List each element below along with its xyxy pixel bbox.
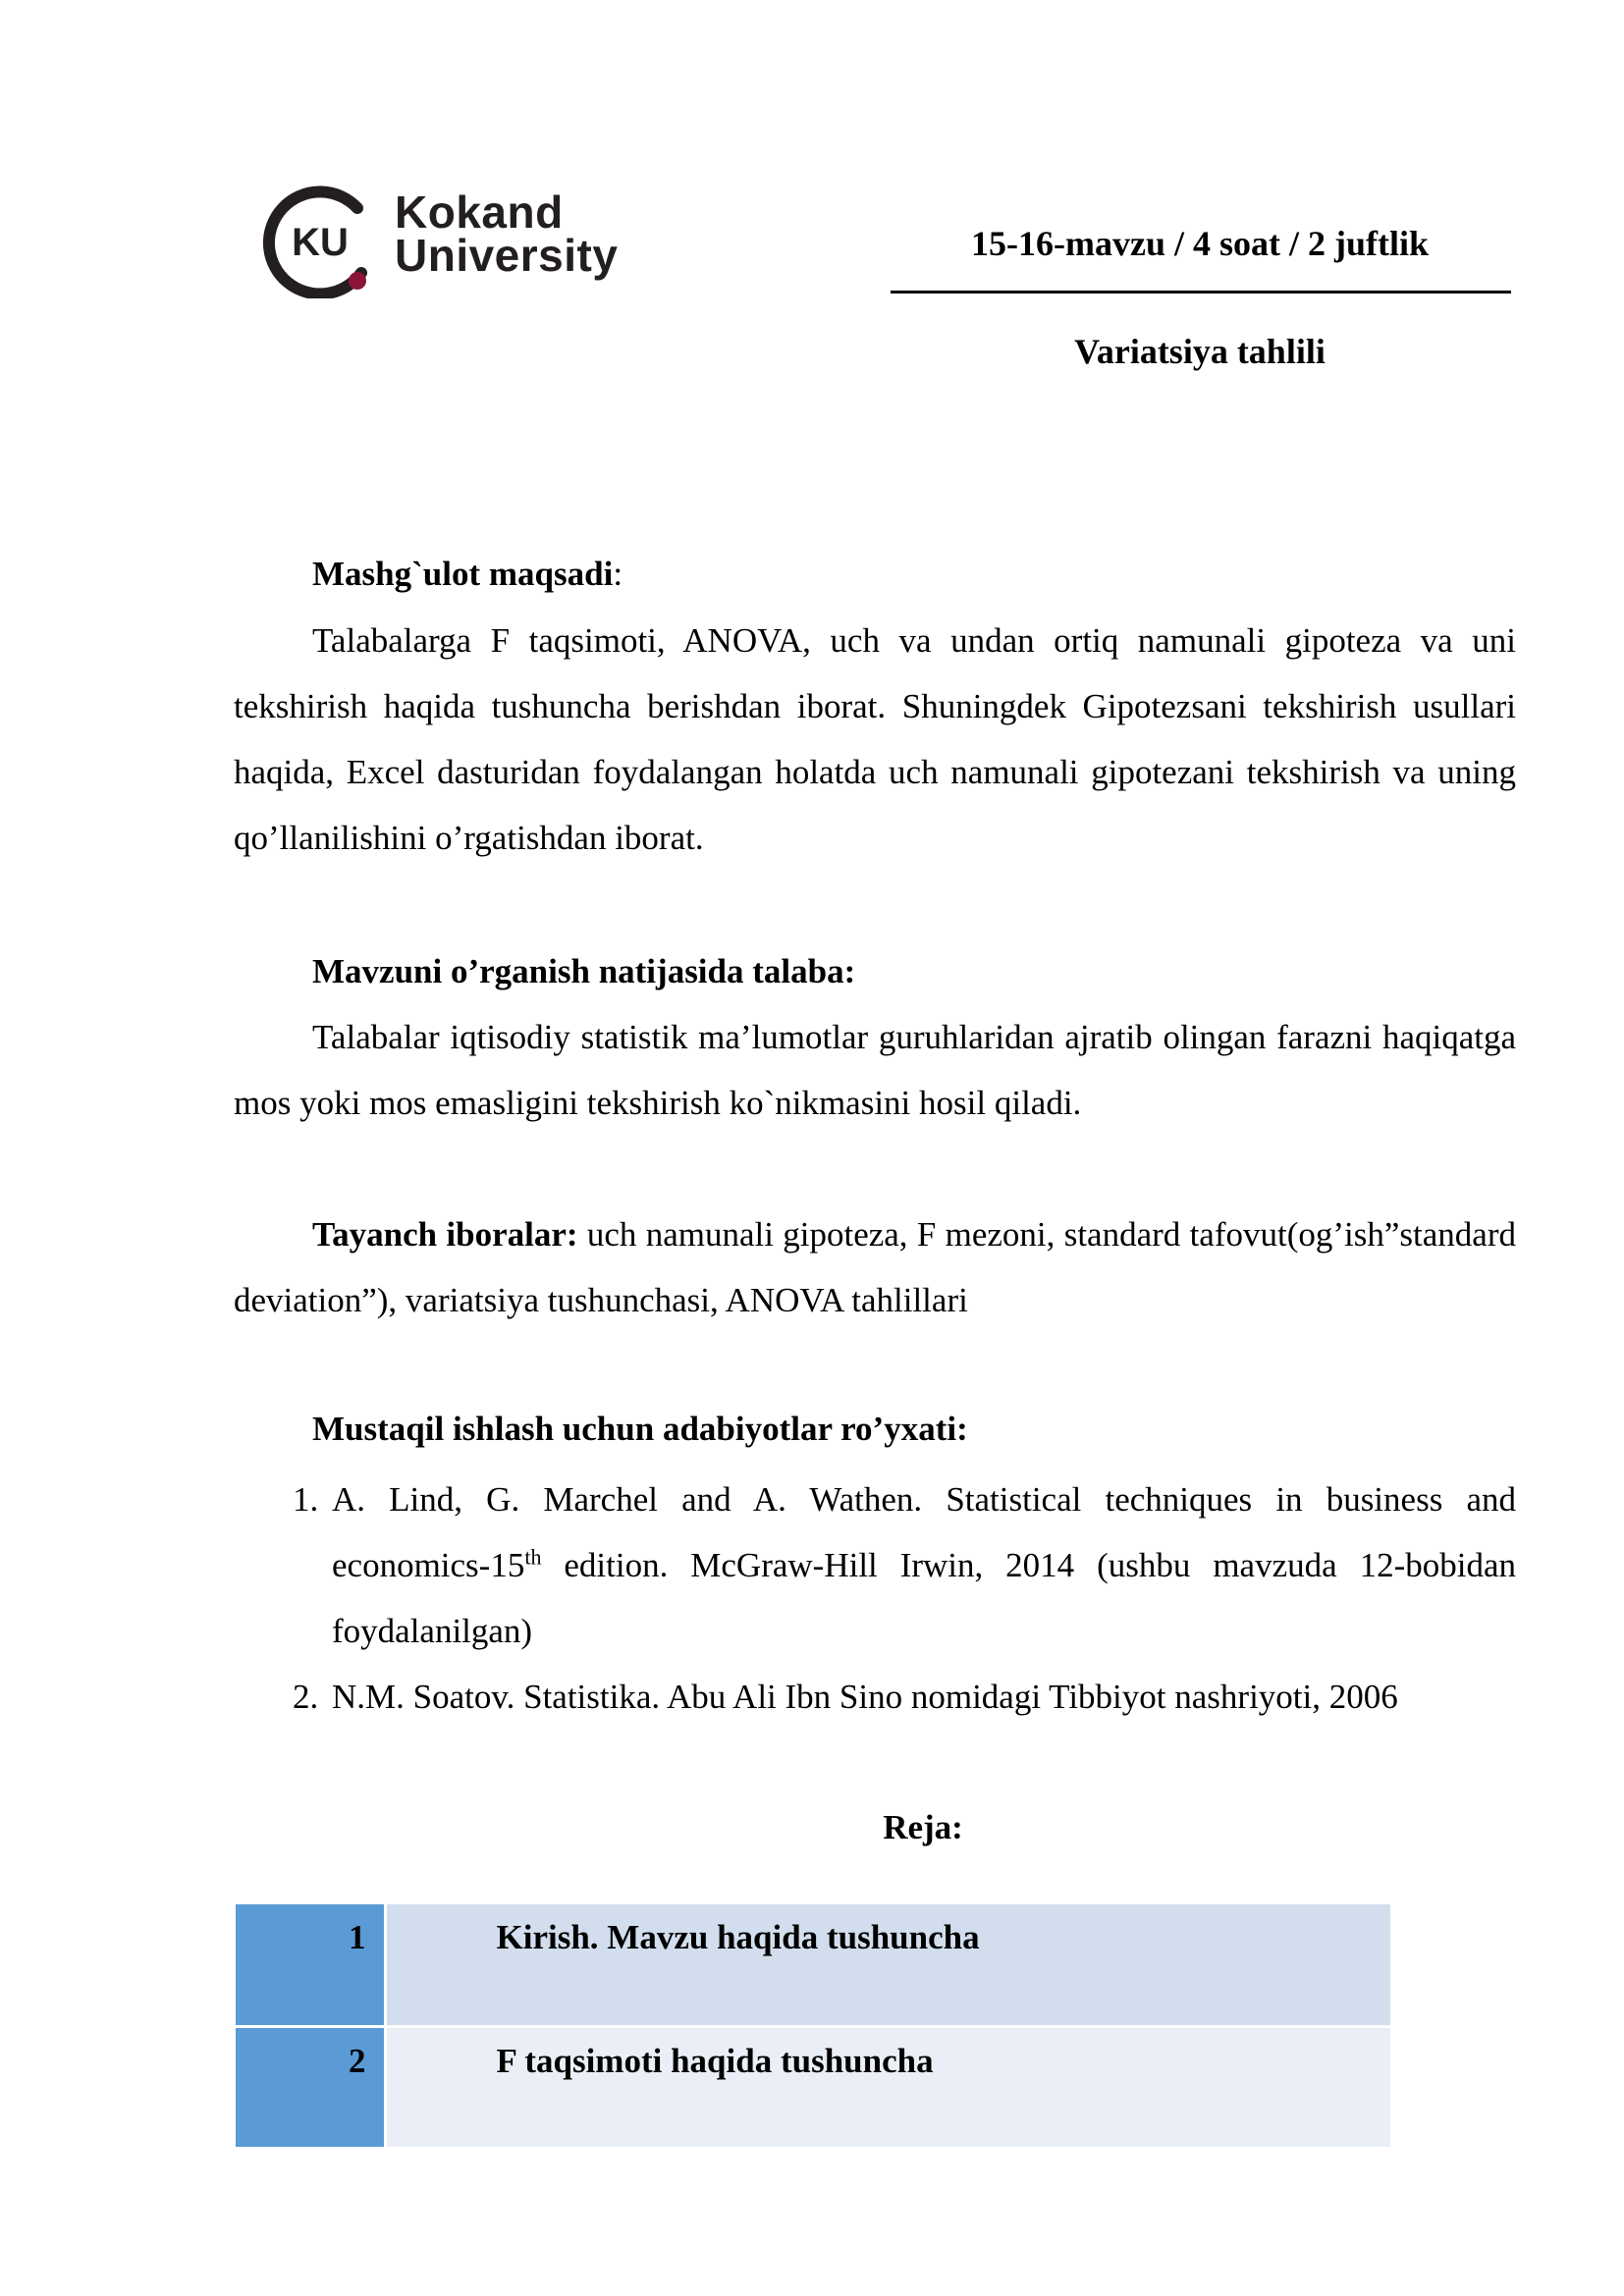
literature-list (234, 1467, 1516, 1730)
outcome-paragraph: Talabalar iqtisodiy statistik ma’lumotlar guruhlaridan ajratib olingan farazni haqiqatga mos yoki mos emasligini tekshirish ko`nikmasini hosil qiladi. (234, 1018, 1516, 1122)
logo-line-1: Kokand (395, 187, 564, 238)
literature-item (234, 1467, 1516, 1664)
literature-item-number: 1. (293, 1480, 319, 1519)
logo-wordmark (395, 187, 619, 281)
literature-heading: Mustaqil ishlash uchun adabiyotlar ro’yxati: (312, 1410, 968, 1448)
literature-item-number: 2. (293, 1678, 319, 1716)
document-title: Variatsiya tahlili (1074, 332, 1326, 371)
literature-item-text (332, 1480, 1516, 1650)
outcome-heading: Mavzuni o’rganish natijasida talaba: (312, 952, 856, 990)
logo-line-2: University (395, 230, 619, 281)
literature-item-text-rest: edition. McGraw-Hill Irwin, 2014 (ushbu mavzuda 12-bobidan foydalanilgan) (332, 1546, 1516, 1650)
topic-header: 15-16-mavzu / 4 soat / 2 juftlik (971, 224, 1429, 263)
goal-paragraph: Talabalarga F taqsimoti, ANOVA, uch va undan ortiq namunali gipoteza va uni tekshirish haqida tushuncha berishdan iborat. Shuningdek Gipotezsani tekshirish usullari haqida, Excel dasturidan foydalangan holatda uch namunali gipotezani tekshirish va uning qo’llanilishini o’rgatishdan iborat. (234, 621, 1516, 857)
plan-title: Reja: (883, 1808, 963, 1846)
goal-heading-text: Mashg`ulot maqsadi (312, 555, 614, 593)
logo-accent-dot (349, 272, 366, 290)
keywords-text: uch namunali gipoteza, F mezoni, standard tafovut(og’ish”standard deviation”), variatsiya tushunchasi, ANOVA tahlillari (234, 1215, 1516, 1319)
outcome-section (234, 1004, 1516, 1136)
plan-row (236, 1904, 1390, 2026)
header-divider (891, 291, 1511, 294)
literature-item-text-main: A. Lind, G. Marchel and A. Wathen. Statistical techniques in business and economics-15 (332, 1480, 1516, 1584)
plan-row (236, 2026, 1390, 2148)
goal-heading-colon: : (613, 555, 623, 593)
goal-heading (312, 551, 623, 598)
logo-mark-text: KU (292, 221, 349, 264)
plan-row-number: 1 (236, 1904, 385, 2026)
goal-section (234, 608, 1516, 871)
ku-logo-mark-icon (263, 183, 387, 298)
literature-item (234, 1664, 1516, 1730)
literature-item-superscript: th (524, 1544, 542, 1570)
plan-table (236, 1904, 1390, 2150)
keywords-section (234, 1201, 1516, 1333)
literature-item-text: N.M. Soatov. Statistika. Abu Ali Ibn Sino nomidagi Tibbiyot nashriyoti, 2006 (332, 1678, 1398, 1716)
keywords-label: Tayanch iboralar: (312, 1215, 578, 1254)
kokand-university-logo (263, 183, 646, 298)
plan-row-text: Kirish. Mavzu haqida tushuncha (385, 1904, 1390, 2026)
plan-row-number: 2 (236, 2026, 385, 2148)
keywords-paragraph (234, 1201, 1516, 1333)
plan-row-text: F taqsimoti haqida tushuncha (385, 2026, 1390, 2148)
